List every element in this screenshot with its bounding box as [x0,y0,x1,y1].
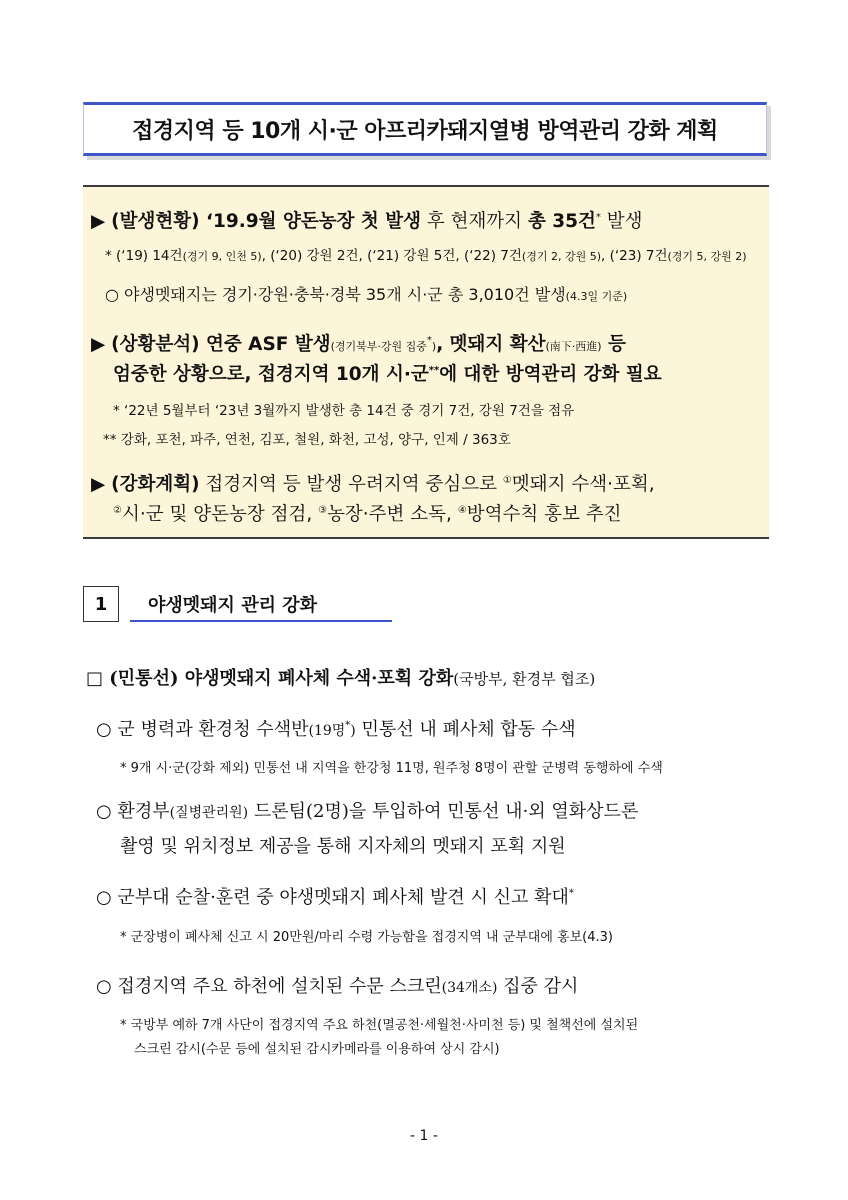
summary-note-regions: ** 강화, 포천, 파주, 연천, 김포, 철원, 화천, 고성, 양구, 인제 / 363호 [103,432,511,448]
summary-note-yearly: * (‘19) 14건(경기 9, 인천 5), (‘20) 강원 2건, (‘21) 강원 5건, (‘22) 7건(경기 2, 강원 5), (‘23) 7건(경기 5, 강원 2) [105,248,747,264]
summary-point-occurrence: ▶ (발생현황) ‘19.9월 양돈농장 첫 발생 후 현재까지 총 35건* 발생 [91,211,643,232]
summary-wild-boar: ○ 야생멧돼지는 경기·강원·충북·경북 35개 시·군 총 3,010건 발생(4.3일 기준) [105,285,628,304]
page-number: - 1 - [410,1128,438,1144]
bullet-military-report: ○ 군부대 순찰·훈련 중 야생멧돼지 폐사체 발견 시 신고 확대* [96,887,574,908]
section-title: 야생멧돼지 관리 강화 [130,588,392,622]
bullet-note-screen: * 국방부 예하 7개 사단이 접경지역 주요 하천(멸공천·세월천·사미천 등) 및 철책선에 설치된 [120,1018,639,1033]
document-title: 접경지역 등 10개 시·군 아프리카돼지열병 방역관리 강화 계획 [83,102,767,156]
bullet-drone-line2: 촬영 및 위치정보 제공을 통해 지자체의 멧돼지 포획 지원 [120,836,566,857]
section-number: 1 [83,586,119,622]
bullet-joint-search: ○ 군 병력과 환경청 수색반(19명*) 민통선 내 폐사체 합동 수색 [96,719,576,740]
summary-analysis-line2: 엄중한 상황으로, 접경지역 10개 시·군**에 대한 방역관리 강화 필요 [113,364,662,385]
item-heading: □ (민통선) 야생멧돼지 폐사체 수색·포획 강화(국방부, 환경부 협조) [86,668,596,689]
bullet-drone-team: ○ 환경부(질병관리원) 드론팀(2명)을 투입하여 민통선 내·외 열화상드론 [96,801,639,822]
summary-point-analysis: ▶ (상황분석) 연중 ASF 발생(경기북부·강원 집중*), 멧돼지 확산(南下·西進) 등 [91,334,626,355]
bullet-screen-monitoring: ○ 접경지역 주요 하천에 설치된 수문 스크린(34개소) 집중 감시 [96,976,579,997]
summary-plan-line2: ②시·군 및 양돈농장 점검, ③농장·주변 소독, ④방역수칙 홍보 추진 [113,504,622,525]
summary-box [83,185,769,539]
bullet-note-screen-line2: 스크린 감시(수문 등에 설치된 감시카메라를 이용하여 상시 감시) [134,1042,500,1057]
bullet-note-search: * 9개 시·군(강화 제외) 민통선 내 지역을 한강청 11명, 원주청 8명이 관할 군병력 동행하에 수색 [120,761,663,776]
summary-note-period: * ‘22년 5월부터 ‘23년 3월까지 발생한 총 14건 중 경기 7건, 강원 7건을 점유 [113,403,575,419]
summary-point-plan: ▶ (강화계획) 접경지역 등 발생 우려지역 중심으로 ①멧돼지 수색·포획, [91,474,655,495]
bullet-note-reward: * 군장병이 폐사체 신고 시 20만원/마리 수령 가능함을 접경지역 내 군부대에 홍보(4.3) [120,930,613,945]
